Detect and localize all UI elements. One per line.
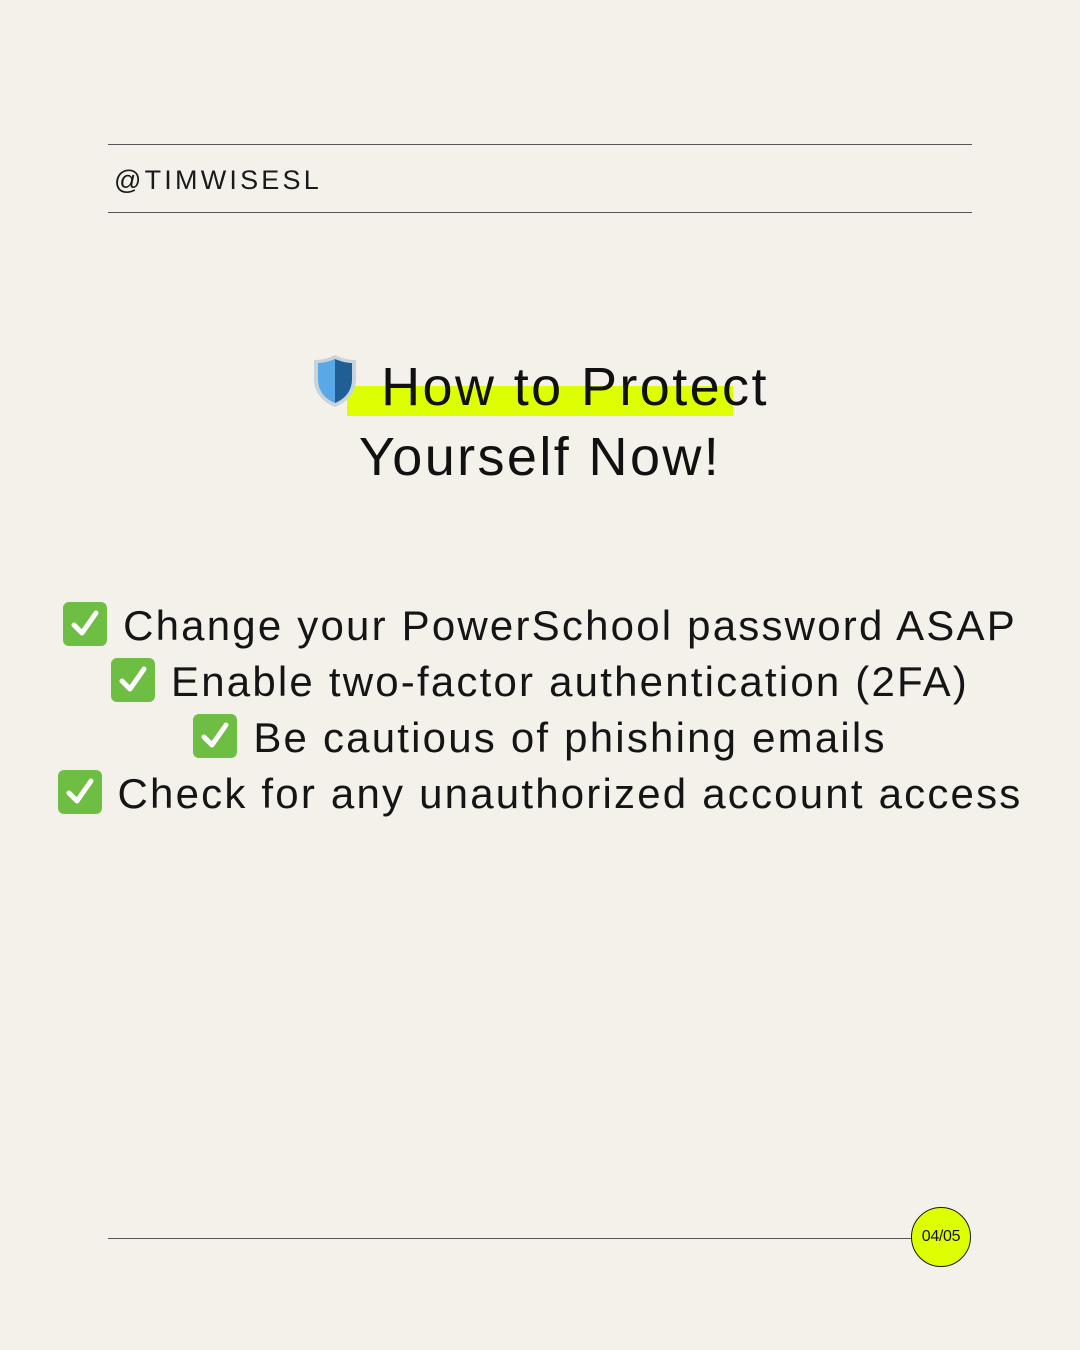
check-mark-icon — [193, 714, 237, 758]
account-handle: @TIMWISESL — [114, 165, 322, 195]
check-mark-icon — [63, 602, 107, 646]
list-item-text: Change your PowerSchool password ASAP — [123, 602, 1017, 649]
check-mark-icon — [58, 770, 102, 814]
title-line-2: Yourself Now! — [358, 427, 722, 487]
footer-divider — [108, 1238, 911, 1239]
page-indicator-badge: 04/05 — [911, 1207, 971, 1267]
check-mark-icon — [111, 658, 155, 702]
list-item — [0, 766, 1080, 822]
checklist — [0, 598, 1080, 822]
title-text-line-1: How to Protect — [381, 357, 769, 417]
list-item-text: Enable two-factor authentication (2FA) — [171, 658, 969, 705]
list-item — [0, 654, 1080, 710]
top-divider — [108, 144, 972, 145]
list-item — [0, 598, 1080, 654]
shield-icon — [311, 353, 359, 409]
list-item-text: Check for any unauthorized account access — [117, 770, 1023, 817]
list-item-text: Be cautious of phishing emails — [253, 714, 887, 761]
header-divider — [108, 212, 972, 213]
page-title — [0, 352, 1080, 492]
list-item — [0, 710, 1080, 766]
title-line-1 — [0, 352, 1080, 422]
